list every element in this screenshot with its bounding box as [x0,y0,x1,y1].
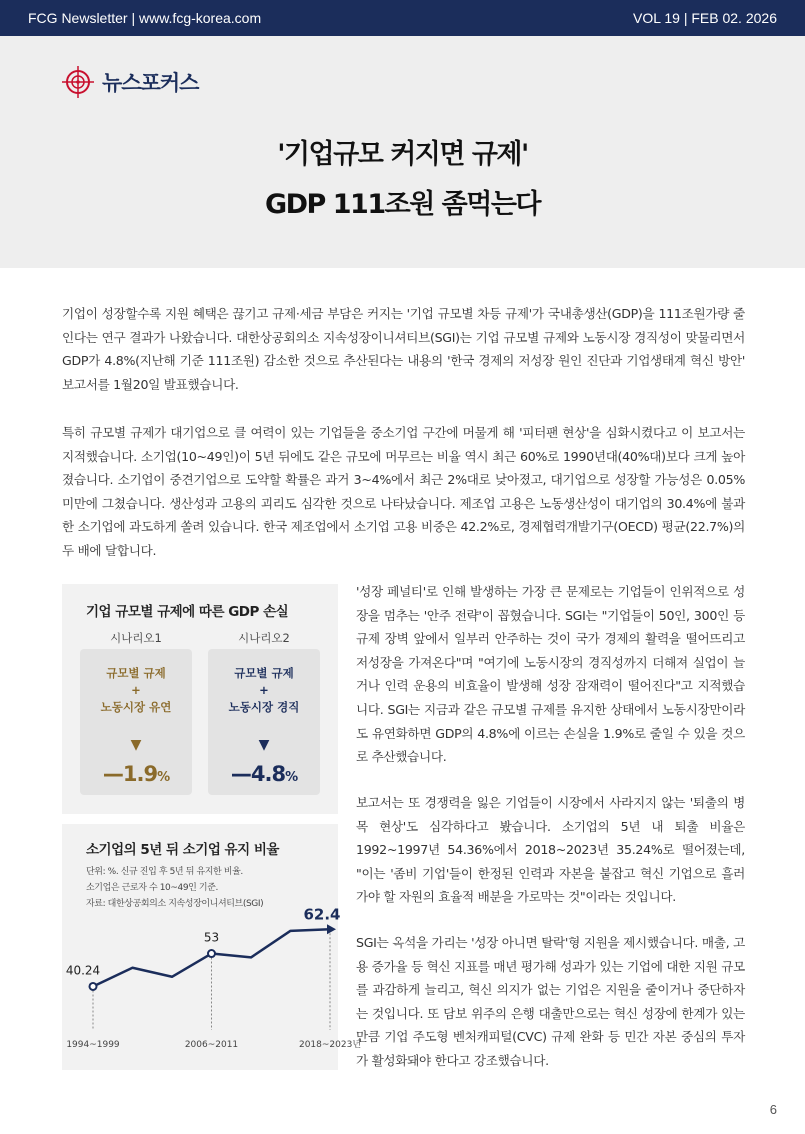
hero-section [0,36,805,268]
data-label: 62.4 [303,905,341,924]
top-bar [0,0,805,36]
scenario-2-line1: 규모별 규제 [234,666,294,680]
chart-note-source: 자료: 대한상공회의소 지속성장이니셔티브(SGI) [86,899,264,909]
crosshair-icon [60,64,96,100]
gdp-loss-title: 기업 규모별 규제에 따른 GDP 손실 [86,604,289,620]
x-tick-label: 1994~1999 [66,1040,120,1050]
chart-note-unit: 단위: %. 신규 진입 후 5년 뒤 유지한 비율. [86,867,243,877]
x-tick-label: 2006~2011 [184,1040,239,1050]
headline-line-2: GDP 111조원 좀먹는다 [264,189,540,220]
page-number: 6 [769,1102,777,1117]
scenario-2-plus: + [259,683,269,697]
data-point [208,950,215,957]
paragraph-5: SGI는 옥석을 가리는 '성장 아니면 탈락'형 지원을 제시했습니다. 매출, 고용 증가율 등 혁신 지표를 매년 평가해 성과가 있는 기업에 대한 지원 규모를 과감하게 늘리고, 혁신 의지가 없는 기업은 지원을 줄이거나 중단하자는 것입니다. 또 담보 위주의 은행 대출만으로는 혁신 성장에 한계가 있는 만큼 기업 주도형 벤처캐피털(CVC) 규제 완화 등 민간 자본 중심의 투자가 활성화돼야 한다고 강조했습니다. [356,935,745,1068]
scenario-1-line1: 규모별 규제 [106,666,166,680]
paragraph-3: '성장 페널티'로 인해 발생하는 가장 큰 문제로는 기업들이 인위적으로 성장을 멈추는 '안주 전략'이 꼽혔습니다. SGI는 "기업들이 50인, 300인 등 규제 장벽 앞에서 일부러 안주하는 것이 국가 경제의 활력을 떨어뜨리고 저성장을 가져온다"며 "여기에 노동시장의 경직성까지 더해져 실업이 늘거나 인력 운용의 비효율이 발생해 성장 잠재력이 떨어진다"고 지적했습니다. SGI는 지금과 같은 규모별 규제를 유지한 상태에서 노동시장만이라도 유연화하면 GDP의 4.8%에 이르는 손실을 1.9%로 줄일 수 있을 것으로 추산했습니다. [356,584,745,765]
scenario-1-line2: 노동시장 유연 [100,700,172,714]
scenario-2-card [208,649,320,795]
paragraph-1: 기업이 성장할수록 지원 혜택은 끊기고 규제·세금 부담은 커지는 '기업 규모별 차등 규제'가 국내총생산(GDP)을 111조원가량 줄인다는 연구 결과가 나왔습니다. 대한상공회의소 지속성장이니셔티브(SGI)는 기업 규모별 규제와 노동시장 경직성이 맞물리면서 GDP가 4.8%(지난해 기준 111조원) 감소한 것으로 추산된다는 내용의 '한국 경제의 저성장 원인 진단과 기업생태계 혁신 방안' 보고서를 1월20일 발표했습니다. [62,306,745,392]
figure-divider [62,814,338,824]
headline-line-1: '기업규모 커지면 규제' [277,139,528,170]
retention-line-chart [62,884,362,1064]
series-arrowhead [327,924,336,934]
chart-note-definition: 소기업은 근로자 수 10~49인 기준. [86,883,218,893]
newsletter-site[interactable]: FCG Newsletter | www.fcg-korea.com [28,10,262,26]
scenario-1-card [80,649,192,795]
newsfocus-logo [60,64,198,100]
scenario-2-label: 시나리오2 [238,631,290,645]
data-label: 40.24 [65,963,101,978]
issue-info: VOL 19 | FEB 02. 2026 [633,10,777,26]
scenario-1-plus: + [131,683,141,697]
paragraph-2: 특히 규모별 규제가 대기업으로 클 여력이 있는 기업들을 중소기업 구간에 머물게 해 '피터팬 현상'을 심화시켰다고 이 보고서는 지적했습니다. 소기업(10~49인)이 5년 뒤에도 같은 규모에 머무르는 비율 역시 최근 60%로 1990년대(40%대)보다 크게 높아졌습니다. 소기업이 중견기업으로 도약할 확률은 과거 3~4%에서 최근 2%대로 낮아졌고, 대기업으로 성장할 가능성은 0.05% 미만에 그쳤습니다. 생산성과 고용의 괴리도 심각한 것으로 나타났습니다. 제조업 고용은 노동생산성이 대기업의 30.4%에 불과한 소기업에 과도하게 쏠려 있습니다. 한국 제조업에서 소기업 고용 비중은 42.2%로, 경제협력개발기구(OECD) 평균(22.7%)의 두 배에 달합니다. [62,425,745,558]
scenario-2-line2: 노동시장 경직 [228,700,300,714]
down-arrow-icon: ▼ [258,737,270,753]
infographic-panel [62,584,362,1070]
paragraph-4: 보고서는 또 경쟁력을 잃은 기업들이 시장에서 사라지지 않는 '퇴출의 병목 현상'도 심각하다고 봤습니다. 소기업의 5년 내 퇴출 비율은 1992~1997년 54.36%에서 2018~2023년 35.24%로 떨어졌는데, "이는 '좀비 기업'들이 한정된 인력과 자본을 붙잡고 혁신 기업으로 흘러가야 할 자원의 효율적 배분을 가로막는 것"이라는 것입니다. [356,795,745,905]
down-arrow-icon: ▼ [130,737,142,753]
scenario-2-description [208,665,320,716]
scenario-1-value: —1.9% [102,762,170,786]
scenario-1-description [80,665,192,716]
scenario-2-value: —4.8% [230,762,298,786]
x-tick-label: 2018~2023년 [298,1040,362,1050]
scenario-1-label: 시나리오1 [110,631,162,645]
chart-title: 소기업의 5년 뒤 소기업 유지 비율 [86,842,279,858]
data-label: 53 [203,930,220,945]
data-point [90,983,97,990]
logo-text: 뉴스포커스 [102,71,199,95]
